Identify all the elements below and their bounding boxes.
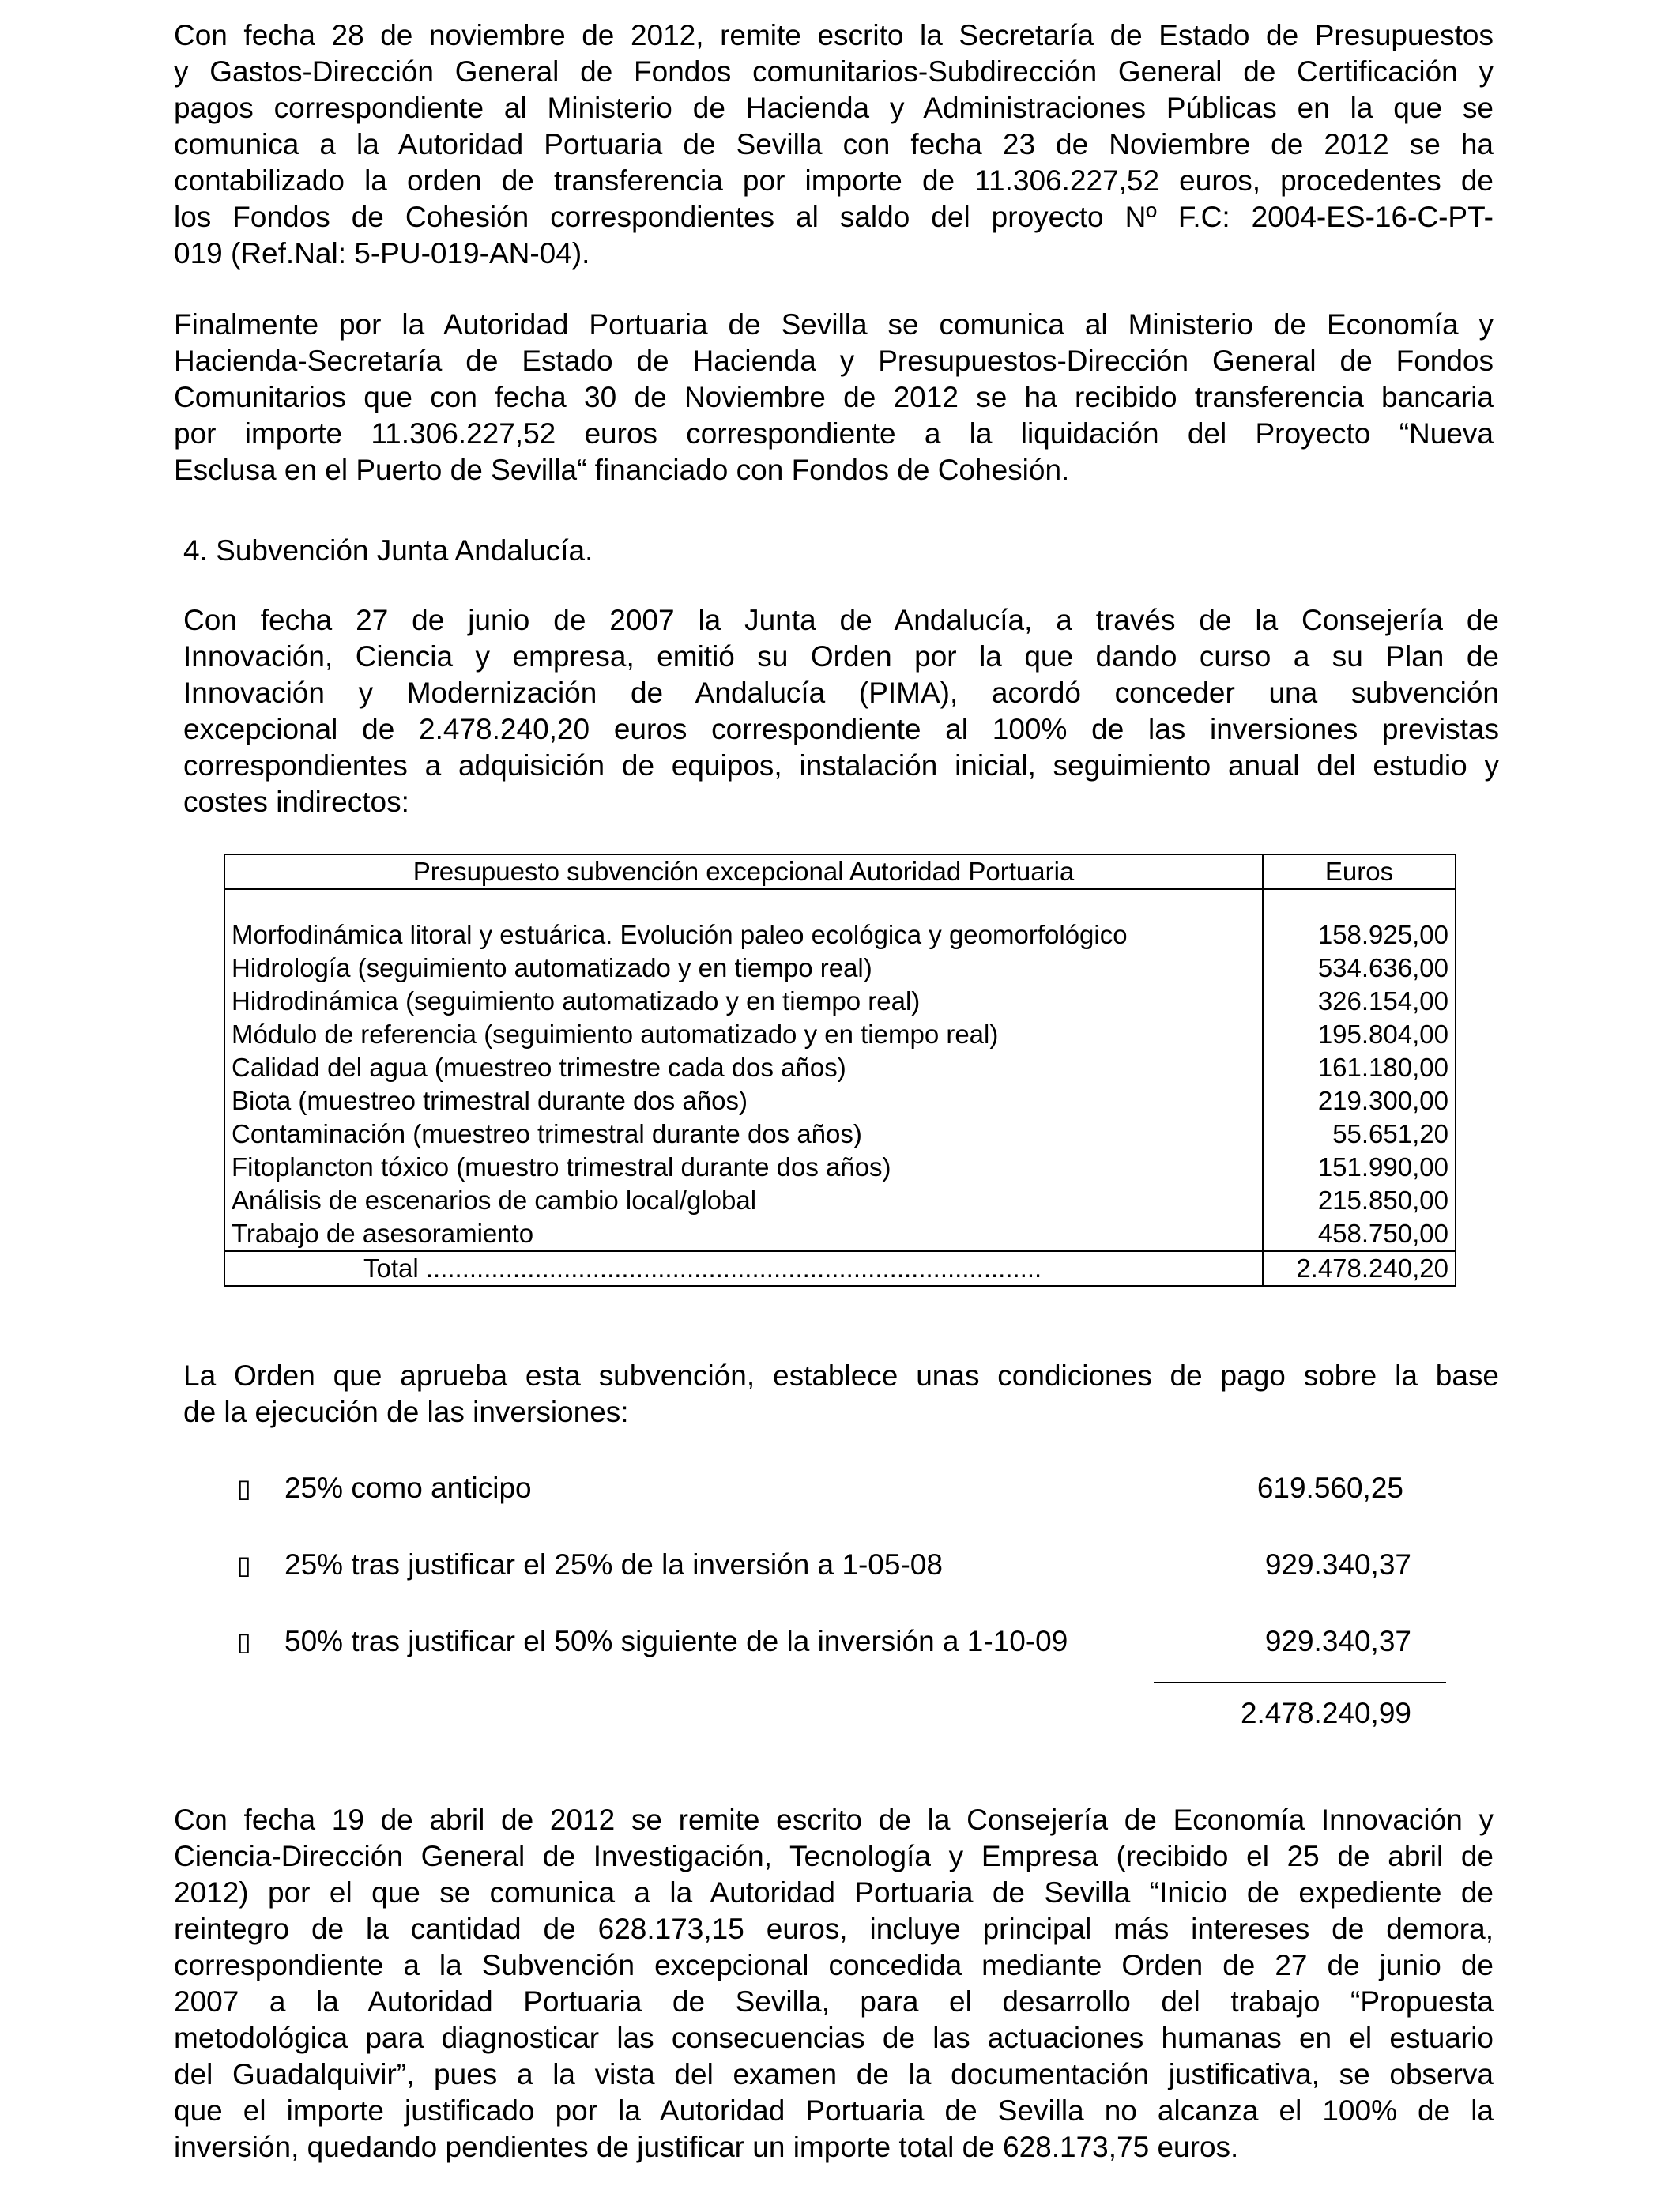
header-concept: Presupuesto subvención excepcional Autoridad Portuaria	[224, 854, 1263, 889]
table-row	[224, 918, 1456, 952]
text-line: inversión, quedando pendientes de justificar un importe total de 628.173,75 euros.	[174, 2131, 1239, 2163]
bullet-icon: ▯	[237, 1473, 251, 1503]
concept-cell: Biota (muestreo trimestral durante dos años)	[224, 1084, 1263, 1118]
amount-cell: 326.154,00	[1263, 985, 1456, 1018]
text-line: Esclusa en el Puerto de Sevilla“ financiado con Fondos de Cohesión.	[174, 454, 1070, 486]
text-line: 2012) por el que se comunica a la Autoridad Portuaria de Sevilla “Inicio de expediente de	[174, 1876, 1494, 1909]
amount-cell: 161.180,00	[1263, 1051, 1456, 1084]
total-amount: 2.478.240,20	[1263, 1251, 1456, 1286]
amount-cell: 215.850,00	[1263, 1184, 1456, 1217]
concept-cell: Fitoplancton tóxico (muestro trimestral durante dos años)	[224, 1151, 1263, 1184]
table-row	[224, 1018, 1456, 1051]
text-line: reintegro de la cantidad de 628.173,15 euros, incluye principal más intereses de demora,	[174, 1913, 1494, 1945]
concept-cell: Módulo de referencia (seguimiento automatizado y en tiempo real)	[224, 1018, 1263, 1051]
paragraph-transfer-notice	[174, 17, 1494, 272]
text-line: por importe 11.306.227,52 euros correspondiente a la liquidación del Proyecto “Nueva	[174, 417, 1494, 450]
bullet-icon: ▯	[237, 1550, 251, 1580]
table-spacer-row	[224, 889, 1456, 918]
payment-label: 25% tras justificar el 25% de la inversión a 1-05-08	[284, 1548, 943, 1581]
text-line: metodológica para diagnosticar las consecuencias de las actuaciones humanas en el estuario	[174, 2022, 1494, 2054]
concept-cell: Contaminación (muestreo trimestral durante dos años)	[224, 1118, 1263, 1151]
sum-divider	[1154, 1682, 1446, 1683]
text-line: excepcional de 2.478.240,20 euros correspondiente al 100% de las inversiones previstas	[183, 713, 1499, 745]
text-line: los Fondos de Cohesión correspondientes al saldo del proyecto Nº F.C: 2004-ES-16-C-PT-	[174, 201, 1494, 233]
text-line: Con fecha 19 de abril de 2012 se remite escrito de la Consejería de Economía Innovación y	[174, 1804, 1494, 1836]
total-label: Total .....................................................................................	[224, 1251, 1263, 1286]
budget-table	[224, 854, 1456, 1287]
concept-cell: Morfodinámica litoral y estuárica. Evolución paleo ecológica y geomorfológico	[224, 918, 1263, 952]
payment-total: 2.478.240,99	[1240, 1697, 1411, 1729]
text-line: correspondientes a adquisición de equipos, instalación inicial, seguimiento anual del estudio y	[183, 749, 1499, 782]
amount-cell: 534.636,00	[1263, 952, 1456, 985]
paragraph-payment-conditions	[183, 1358, 1499, 1431]
text-line: del Guadalquivir”, pues a la vista del examen de la documentación justificativa, se observa	[174, 2058, 1494, 2090]
paragraph-final-communication	[174, 307, 1494, 488]
table-row	[224, 952, 1456, 985]
amount-cell: 458.750,00	[1263, 1217, 1456, 1251]
text-line: Ciencia-Dirección General de Investigación, Tecnología y Empresa (recibido el 25 de abril de	[174, 1840, 1494, 1872]
text-line: que el importe justificado por la Autoridad Portuaria de Sevilla no alcanza el 100% de la	[174, 2094, 1494, 2127]
text-line: Finalmente por la Autoridad Portuaria de Sevilla se comunica al Ministerio de Economía y	[174, 308, 1494, 341]
concept-cell: Calidad del agua (muestreo trimestre cada dos años)	[224, 1051, 1263, 1084]
amount-cell: 158.925,00	[1263, 918, 1456, 952]
amount-cell: 151.990,00	[1263, 1151, 1456, 1184]
concept-cell: Trabajo de asesoramiento	[224, 1217, 1263, 1251]
table-row	[224, 1118, 1456, 1151]
concept-cell: Hidrología (seguimiento automatizado y en tiempo real)	[224, 952, 1263, 985]
text-line: comunica a la Autoridad Portuaria de Sevilla con fecha 23 de Noviembre de 2012 se ha	[174, 128, 1494, 160]
payment-amount: 929.340,37	[1264, 1625, 1411, 1657]
payment-item	[237, 1623, 1411, 1663]
text-line: Innovación, Ciencia y empresa, emitió su Orden por la que dando curso a su Plan de	[183, 640, 1499, 673]
text-line: La Orden que aprueba esta subvención, establece unas condiciones de pago sobre la base	[183, 1359, 1499, 1392]
table-row	[224, 1051, 1456, 1084]
concept-cell: Hidrodinámica (seguimiento automatizado y en tiempo real)	[224, 985, 1263, 1018]
text-line: Comunitarios que con fecha 30 de Noviembre de 2012 se ha recibido transferencia bancaria	[174, 381, 1494, 413]
paragraph-subsidy-grant	[183, 602, 1499, 820]
section-heading: 4. Subvención Junta Andalucía.	[183, 534, 593, 567]
payment-item	[237, 1470, 1403, 1510]
text-line: de la ejecución de las inversiones:	[183, 1396, 629, 1428]
concept-cell: Análisis de escenarios de cambio local/global	[224, 1184, 1263, 1217]
text-line: Innovación y Modernización de Andalucía (PIMA), acordó conceder una subvención	[183, 677, 1499, 709]
table-row	[224, 1151, 1456, 1184]
payment-amount: 619.560,25	[1256, 1472, 1403, 1504]
text-line: costes indirectos:	[183, 786, 409, 818]
table-row	[224, 985, 1456, 1018]
paragraph-reimbursement	[174, 1802, 1494, 2166]
text-line: y Gastos-Dirección General de Fondos comunitarios-Subdirección General de Certificación y	[174, 55, 1494, 88]
payment-amount: 929.340,37	[1264, 1548, 1411, 1581]
text-line: Con fecha 28 de noviembre de 2012, remite escrito la Secretaría de Estado de Presupuestos	[174, 19, 1494, 51]
payment-label: 25% como anticipo	[284, 1472, 532, 1504]
text-line: contabilizado la orden de transferencia por importe de 11.306.227,52 euros, procedentes de	[174, 164, 1494, 197]
amount-cell: 55.651,20	[1263, 1118, 1456, 1151]
header-amount: Euros	[1263, 854, 1456, 889]
table-total-row	[224, 1251, 1456, 1286]
table-header-row	[224, 854, 1456, 889]
amount-cell: 219.300,00	[1263, 1084, 1456, 1118]
table-row	[224, 1084, 1456, 1118]
payment-label: 50% tras justificar el 50% siguiente de la inversión a 1-10-09	[284, 1625, 1068, 1657]
bullet-icon: ▯	[237, 1627, 251, 1657]
text-line: 019 (Ref.Nal: 5-PU-019-AN-04).	[174, 237, 590, 270]
text-line: Hacienda-Secretaría de Estado de Hacienda y Presupuestos-Dirección General de Fondos	[174, 345, 1494, 377]
table-row	[224, 1217, 1456, 1251]
amount-cell: 195.804,00	[1263, 1018, 1456, 1051]
text-line: 2007 a la Autoridad Portuaria de Sevilla, para el desarrollo del trabajo “Propuesta	[174, 1985, 1494, 2018]
text-line: pagos correspondiente al Ministerio de Hacienda y Administraciones Públicas en la que se	[174, 92, 1494, 124]
text-line: correspondiente a la Subvención excepcional concedida mediante Orden de 27 de junio de	[174, 1949, 1494, 1981]
table-row	[224, 1184, 1456, 1217]
text-line: Con fecha 27 de junio de 2007 la Junta de Andalucía, a través de la Consejería de	[183, 604, 1499, 636]
payment-item	[237, 1547, 1411, 1586]
